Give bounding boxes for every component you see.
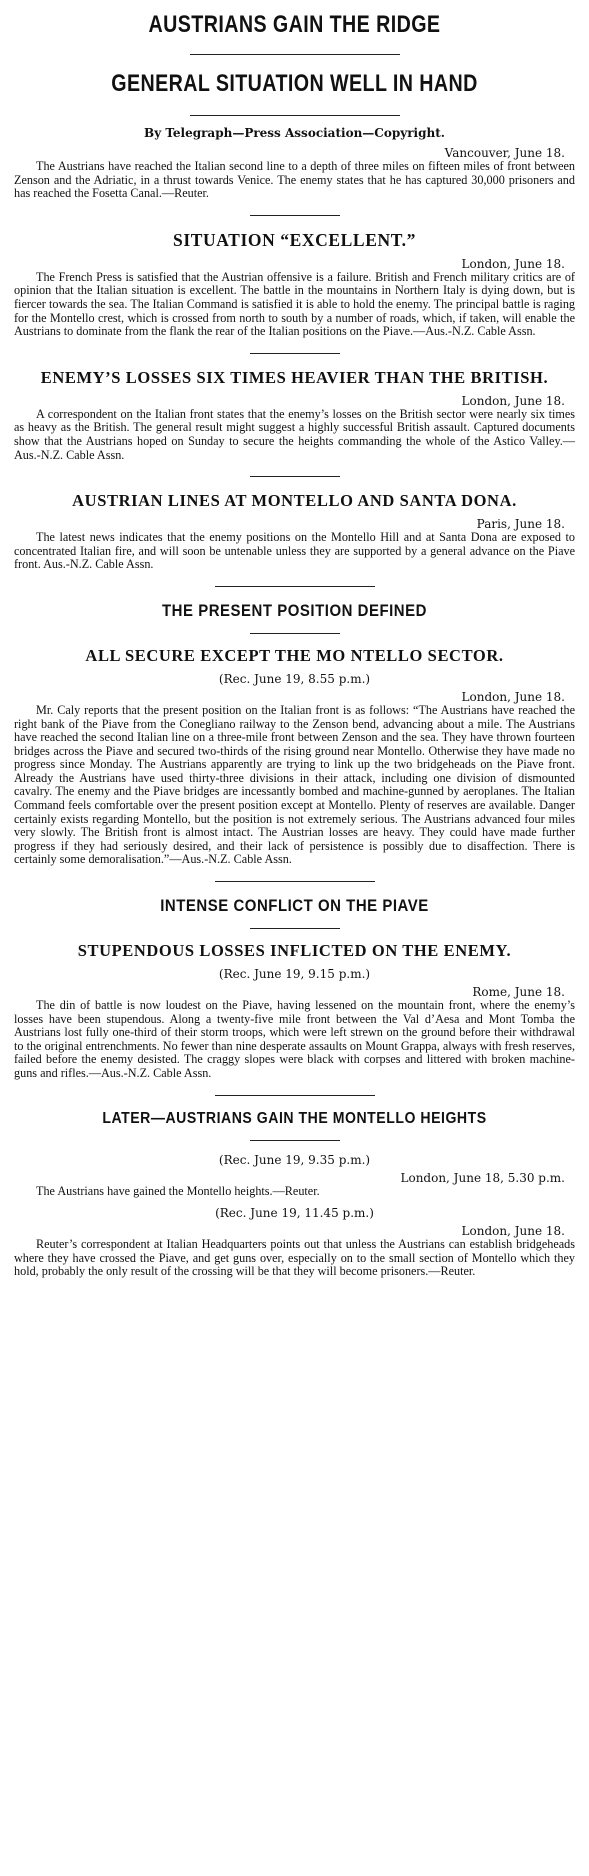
section-heading: SITUATION “EXCELLENT.”: [172, 229, 417, 250]
dateline: London, June 18.: [461, 393, 565, 408]
section-heading: INTENSE CONFLICT ON THE PIAVE: [160, 896, 429, 916]
divider: [250, 215, 340, 216]
received-time: (Rec. June 19, 11.45 p.m.): [215, 1206, 374, 1221]
article-section: [14, 491, 575, 572]
article-text: Reuter’s correspondent at Italian Headquarters points out that unless the Austrians can establish bridgeheads where they have crossed the Piave, and get guns over, especially on to the small section of Montello which they hold, probably the only result of the crossing will be that they will become prisoners.—Reuter.: [14, 1237, 575, 1279]
article-text: Mr. Caly reports that the present position on the Italian front is as follows: “The Austrians have reached the right bank of the Piave from the Conegliano railway to the Zenson bend, advancing about a mile. The Austrians have reached the second Italian line on a three-mile front between Zenson and the sea. They have thrown fourteen bridges across the Piave and secured two-thirds of the rising ground near Montello. Otherwise they have made no progress since Monday. The Austrians apparently are trying to link up the two bridgeheads on the Piave front. Already the Austrians have used thirty-three divisions in their attack, including one division of dismounted cavalry. The enemy and the Piave bridges are incessantly bombed and machine-gunned by aeroplanes. The Italian Command feels comfortable over the present position except at Montello. Plenty of reserves are available. Danger certainly exists regarding Montello, but the position is not extremely serious. The Austrians advanced four miles very slowly. The British front is almost intact. The Austrian losses are heavy. They could have made further progress if they had seriously desired, and their lack of persistence is possibly due to disaffection. There is certainly some demoralisation.”—Aus.-N.Z. Cable Assn.: [14, 702, 575, 867]
divider: [250, 633, 340, 634]
section-heading: LATER—AUSTRIANS GAIN THE MONTELLO HEIGHTS: [102, 1109, 487, 1127]
article-text: The latest news indicates that the enemy positions on the Montello Hill and at Santa Dona are exposed to concentrated Italian fire, and will soon be untenable unless they are supported by a general advance on the Piave front. Aus.-N.Z. Cable Assn.: [14, 530, 575, 572]
divider: [190, 54, 400, 55]
section-subheading: STUPENDOUS LOSSES INFLICTED ON THE ENEMY.: [77, 941, 512, 961]
dateline: London, June 18, 5.30 p.m.: [400, 1170, 565, 1185]
section-subheading: ALL SECURE EXCEPT THE MO NTELLO SECTOR.: [85, 645, 504, 665]
divider: [215, 1095, 375, 1096]
subheadline: GENERAL SITUATION WELL IN HAND: [111, 70, 478, 97]
article-section: [14, 146, 575, 201]
dateline: Vancouver, June 18.: [444, 146, 565, 160]
section-heading: THE PRESENT POSITION DEFINED: [162, 600, 427, 620]
divider: [250, 476, 340, 477]
received-time: (Rec. June 19, 8.55 p.m.): [218, 671, 371, 686]
article-text: The din of battle is now loudest on the Piave, having lessened on the mountain front, where the enemy’s losses have been stupendous. Along a twenty-five mile front between the Val d’Aesa and Mont Tomba the Austrians lost fully one-third of their storm troops, which were left strewn on the ground before their withdrawal to the original entrenchments. No fewer than nine desperate assaults on Mount Grappa, always with fresh reserves, failed before the enemy desisted. The craggy slopes were black with corpses and littered with broken machine-guns and rifles.—Aus.-N.Z. Cable Assn.: [14, 998, 575, 1080]
divider: [215, 586, 375, 587]
article-text: The Austrians have gained the Montello heights.—Reuter.: [36, 1183, 320, 1198]
article-text: A correspondent on the Italian front states that the enemy’s losses on the British sector were nearly six times as heavy as the British. The general result might suggest a highly successful British assault. Captured documents show that the Austrians hoped on Sunday to secure the heights commanding the whole of the Astico Valley.—Aus.-N.Z. Cable Assn.: [14, 406, 575, 462]
article-text: The French Press is satisfied that the Austrian offensive is a failure. British and French military critics are of opinion that the Italian situation is excellent. The battle in the mountains in Northern Italy is dying down, but is fiercer towards the sea. The Italian Command is satisfied it is able to hold the enemy. The principal battle is raging for the Montello crest, which is crossed from north to south by a number of roads, which, if taken, will enable the Austrians to dominate from the flank the rear of the Italian positions on the Piave.—Aus.-N.Z. Cable Assn.: [14, 269, 575, 339]
received-time: (Rec. June 19, 9.15 p.m.): [218, 967, 371, 982]
dateline: Paris, June 18.: [476, 517, 565, 532]
article-text: The Austrians have reached the Italian second line to a depth of three miles on fifteen miles of front between Zenson and the Adriatic, in a thrust towards Venice. The enemy states that he has captured 30,000 prisoners and has reached the Fosetta Canal.—Reuter.: [14, 159, 575, 201]
headline: AUSTRIANS GAIN THE RIDGE: [148, 11, 441, 38]
section-heading: AUSTRIAN LINES AT MONTELLO AND SANTA DONA.: [72, 491, 517, 511]
divider: [190, 115, 400, 116]
article-section: [14, 368, 575, 462]
dateline: London, June 18.: [461, 689, 565, 704]
article-section: [14, 1110, 575, 1279]
dateline: London, June 18.: [461, 256, 565, 271]
divider: [215, 881, 375, 882]
byline: By Telegraph—Press Association—Copyright.: [144, 126, 445, 140]
dateline: Rome, June 18.: [472, 985, 565, 1000]
divider: [250, 353, 340, 354]
received-time: (Rec. June 19, 9.35 p.m.): [218, 1152, 371, 1167]
article-section: [14, 896, 575, 1081]
divider: [250, 928, 340, 929]
article-section: [14, 601, 575, 867]
article-section: [14, 230, 575, 339]
divider: [250, 1140, 340, 1141]
dateline: London, June 18.: [461, 1224, 565, 1239]
section-heading: ENEMY’S LOSSES SIX TIMES HEAVIER THAN THE BRITISH.: [40, 367, 549, 387]
